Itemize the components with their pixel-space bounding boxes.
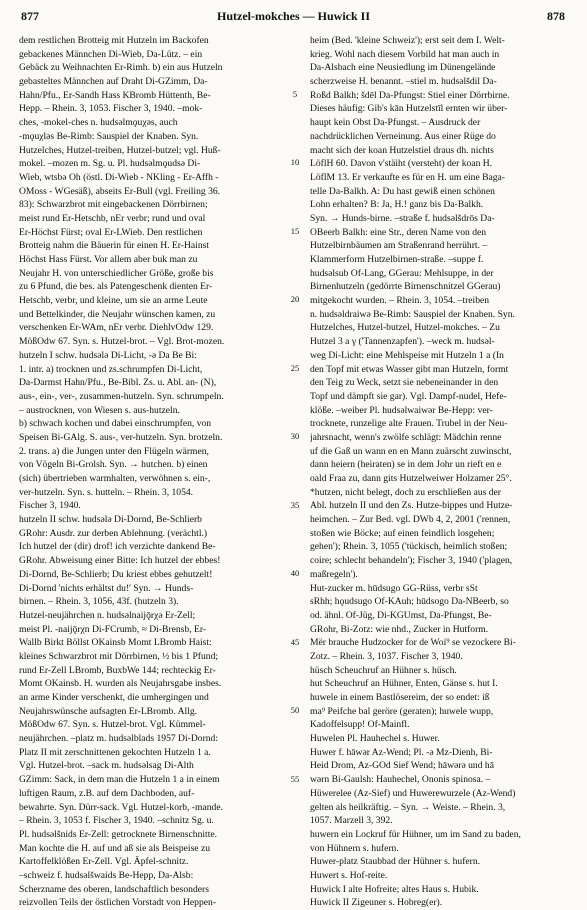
text-line: neujährchen. –platz m. hudsəlblads 1957 Di-Dornd: bbox=[19, 733, 219, 745]
text-line: Huwer-platz Staubbad der Hühner s. hufern. bbox=[310, 856, 481, 868]
line-number: 35 bbox=[290, 499, 300, 510]
text-line: meist Pl. -naijǭrχn Di-FCrumb, ≈ Di-Brensb, Er- bbox=[19, 623, 207, 635]
text-line: huwele in einem Bastlösereim, der so endet: iß bbox=[310, 692, 490, 703]
text-line: macht sich der koan Hutzelstiel draus dh. nichts bbox=[310, 144, 494, 156]
text-line: OMoss - WGesäß), abseits Er-Bull (vgl. Freiling 36. bbox=[19, 185, 221, 197]
text-line: haupt kein Obst Da-Pfungst. – Ausdruck der bbox=[310, 117, 481, 129]
text-line: n. hudsəldraiwə Be-Rimb: Sauspiel der Knaben. Syn. bbox=[310, 308, 515, 320]
text-line: hüsch Scheuchruf an Hühner s. hüsch. bbox=[310, 664, 457, 676]
text-line: 83): Schwarzbrot mit eingebackenen Dörrbirnen; bbox=[19, 199, 208, 211]
text-line: 1. intr. a) trocknen und zs.schrumpfen Di-Licht, bbox=[19, 363, 203, 375]
text-line: –schweiz f. hudsəlšwaids Be-Hepp, Da-Alsb: bbox=[19, 869, 194, 881]
text-line: od. ähnl. Of-Jüg, Di-KGUmst, Da-Pfungst, Be- bbox=[310, 609, 492, 621]
text-line: GRohr, Bi-Zotz: wie nhd., Zucker in Hutform. bbox=[310, 623, 489, 635]
text-line: stoßen wie Böcke; auf einen feindlich losgehen; bbox=[310, 527, 495, 539]
text-line: huwern ein Lockruf für Hühner, um im Sand zu baden, bbox=[310, 828, 521, 840]
text-line: coire; schlecht behandeln'); Fischer 3, 1940 ('plagen, bbox=[310, 555, 513, 567]
line-number: 40 bbox=[290, 568, 300, 579]
text-line: Ich hutzel der (dir) drof! ich verzichte dankend Be- bbox=[19, 541, 216, 553]
text-line: trocknete, runzelige alte Frauen. Trubel in der Neu- bbox=[310, 418, 508, 430]
text-line: Scherzname des oberen, landschaftlich besonders bbox=[19, 883, 209, 895]
text-line: Kartoffelklößen Er-Zell. Vgl. Äpfel-schnitz. bbox=[19, 856, 189, 868]
text-line: Man kochte die H. auf und aß sie als Beispeise zu bbox=[19, 842, 211, 854]
text-line: den Teig zu Weck, setzt sie nebeneinander in den bbox=[310, 377, 499, 389]
text-line: und Bettelkinder, die Neujahr wünschen kamen, zu bbox=[19, 308, 216, 320]
right-column bbox=[310, 34, 568, 910]
text-line: *hutzen, nicht belegt, doch zu erschließen aus der bbox=[310, 486, 502, 498]
text-line: Huwelen Pl. Hauhechel s. Huwer. bbox=[310, 733, 440, 745]
text-line: Brotteig nahm die Bäuerin für einen H. Er-Hainst bbox=[19, 240, 210, 252]
text-line: von Hühnern s. hufern. bbox=[310, 842, 399, 854]
text-line: Hut-zucker m. hūdsugo GG-Rüss, verbr sSt bbox=[310, 582, 478, 594]
text-line: hutzeln II schw. hudsələ Di-Dornd, Be-Schlierb bbox=[19, 514, 202, 526]
text-line: Kadoffelsupp! Of-Mainfl. bbox=[310, 719, 410, 731]
text-line: Huwert s. Hof-reite. bbox=[310, 869, 388, 881]
text-line: Hutzel-neujährchen n. hudsəlnaijǭrχə Er-Zell; bbox=[19, 609, 196, 621]
text-line: Mër brauche Hudzocker for de Woi⁹ se vezockere Bi- bbox=[310, 637, 516, 649]
text-line: aus-, ein-, ver-, zusammen-hutzeln. Syn. schrumpeln. bbox=[19, 390, 224, 402]
text-line: heimchen. – Zur Bed. vgl. DWb 4, 2, 2001 ('rennen, bbox=[310, 514, 511, 526]
text-line: Huwick II Zigeuner s. Hobreg(er). bbox=[310, 897, 443, 909]
line-number: 15 bbox=[290, 225, 300, 236]
text-line: bewahrte. Syn. Dürr-sack. Vgl. Hutzel-korb, -mande. bbox=[19, 801, 223, 813]
line-number: 5 bbox=[292, 88, 298, 99]
text-line: Hutzelches, Hutzel-butzel, Hutzel-mokches. – Zu bbox=[310, 322, 500, 334]
line-number: 45 bbox=[290, 636, 300, 647]
text-line: – austrocknen, von Wiesen s. aus-hutzeln. bbox=[19, 404, 180, 416]
text-line: Huwer f. hāwər Az-Wend; Pl. -ə Mz-Dienh, Bi- bbox=[310, 746, 493, 758]
text-line: Wieb, wtsbə Oh (östl. Di-Wieb - NKling - Er-Affh - bbox=[19, 171, 219, 183]
text-line: Er-Höchst Fürst; oval Er-LWieb. Den restlichen bbox=[19, 226, 203, 238]
left-column bbox=[19, 34, 272, 910]
text-line: den Topf mit etwas Wasser gibt man Hutzeln, formt bbox=[310, 363, 509, 375]
text-line: kleines Schwarzbrot mit Dörrbirnen, ½ bis 1 Pfund; bbox=[19, 650, 219, 662]
text-line: hudsəlsub Of-Lang, GGerau: Mehlsuppe, in der bbox=[310, 267, 494, 279]
line-number: 20 bbox=[290, 294, 300, 305]
page-number-right: 878 bbox=[547, 9, 565, 23]
text-line: MößOdw 67. Syn. s. Hutzel-brot. – Vgl. Brot-mozen. bbox=[19, 336, 225, 348]
text-line: – Rhein. 3, 1053 f. Fischer 3, 1940. –schnitz Sg. u. bbox=[19, 815, 214, 827]
text-line: scherzweise H. benannt. –stiel m. hudsəlšdil Da- bbox=[310, 76, 497, 88]
text-line: Hepp. – Rhein. 3, 1053. Fischer 3, 1940. –mok- bbox=[19, 103, 203, 115]
text-line: GZimm: Sack, in dem man die Hutzeln 1 a in einem bbox=[19, 774, 220, 786]
text-line: gebackenes Männchen Di-Wieb, Da-Lütz. – ein bbox=[19, 48, 203, 60]
text-line: an arme Kinder verschenkt, die umhergingen und bbox=[19, 692, 209, 703]
text-line: hutzeln I schw. hudsələ Di-Licht, -ə Da Be Bi: bbox=[19, 349, 197, 361]
text-line: Gebäck zu Weihnachten Er-Rimh. b) ein aus Hutzeln bbox=[19, 62, 223, 74]
page-number-left: 877 bbox=[21, 9, 39, 23]
line-number: 10 bbox=[290, 157, 300, 168]
text-line: heim (Bed. 'kleine Schweiz'); erst seit dem I. Welt- bbox=[310, 35, 505, 46]
text-line: sRhh; hǫudsugo Of-KAuh; hūdsogo Da-NBeerb, so bbox=[310, 596, 509, 608]
text-line: dann heiern (heiraten) se in dem Johr un rieft en e bbox=[310, 459, 502, 471]
text-line: Wallb Birkt Böllst OKainsb Momt LBromb Haist: bbox=[19, 637, 212, 649]
text-line: Pl. hudsəlšnids Er-Zell: getrocknete Birnenschnitte. bbox=[19, 828, 218, 840]
text-line: telle Da-Balkh. A: Du hast gewiß einen schönen bbox=[310, 185, 495, 197]
text-line: Speisen Bi-GAlg. S. aus-, ver-hutzeln. Syn. brotzeln. bbox=[19, 431, 223, 443]
text-line: nachdrücklichen Verneinung. Aus einer Rüge do bbox=[310, 130, 496, 142]
text-line: luftigen Raum, z.B. auf dem Dachboden, auf- bbox=[19, 787, 195, 799]
text-line: Vgl. Hutzel-brot. –sack m. hudsəlsag Di-Alth bbox=[19, 760, 194, 772]
text-line: gehen'); Rhein. 3, 1055 ('tückisch, heimlich stoßen; bbox=[310, 541, 508, 553]
text-line: Huwick I alte Hofreite; altes Haus s. Hubik. bbox=[310, 883, 479, 895]
text-line: zu 6 Pfund, die bes. als Patengeschenk dienten Er- bbox=[19, 281, 213, 293]
text-line: krieg. Wohl nach diesem Vorbild hat man auch in bbox=[310, 48, 500, 60]
text-line: wərn Bi-Gaulsh: Hauhechel, Ononis spinosa. – bbox=[310, 774, 491, 786]
text-line: GRohr: Ausdr. zur derben Ablehnung. (verächtl.) bbox=[19, 527, 208, 539]
line-number: 25 bbox=[290, 362, 300, 373]
text-line: hut Scheuchruf an Hühner, Enten, Gänse s. hut I. bbox=[310, 678, 498, 690]
text-line: (sich) übertrieben warmhalten, verwöhnen s. ein-, bbox=[19, 473, 211, 484]
text-line: Syn. → Hunds-birne. –straße f. hudsəlšdrōs Da- bbox=[310, 212, 495, 224]
text-line: meist rund Er-Hetschb, nEr verbr; rund und oval bbox=[19, 212, 206, 224]
text-line: Neujahrswünsche aufsagten Er-LBromb. Allg. bbox=[19, 705, 198, 717]
text-line: ver-hutzeln. Syn. s. hutteln. – Rhein. 3, 1054. bbox=[19, 486, 194, 498]
text-line: ma⁹ Peifche bal geröre (geraten); huwele wupp, bbox=[310, 705, 494, 717]
text-line: Hutzel 3 a γ ('Tannenzapfen'). –weck m. hudsəl- bbox=[310, 336, 495, 348]
text-line: Birnenhutzeln (gedörrte Birnenschnitzel GGerau) bbox=[310, 281, 501, 293]
line-number: 30 bbox=[290, 431, 300, 442]
text-line: Lohn erhalten? B: Ja, H.! ganz bis Da-Balkh. bbox=[310, 199, 484, 211]
text-line: ches, -mokel-ches n. hudsəlmǫuχəs, auch bbox=[19, 117, 178, 129]
text-line: von Vögeln Bi-Grolsh. Syn. → hutchen. b) einen bbox=[19, 459, 208, 471]
text-line: oald Fraa zu, dann gits Hutzelweiwer Holzamer 25°. bbox=[310, 473, 512, 484]
text-line: Hetschb, verbr, und kleine, um sie an arme Leute bbox=[19, 295, 208, 307]
text-line: rund Er-Zell LBromb, BuxbWe 144; rechteckig Er- bbox=[19, 664, 216, 676]
text-line: Topf und dämpft sie gar). Vgl. Dampf-nudel, Hefe- bbox=[310, 390, 507, 402]
text-line: Di-Dornd, Be-Schlierb; Du kriest ebbes gehutzelt! bbox=[19, 568, 213, 580]
text-line: gelten als heilkräftig. – Syn. → Weiste. – Rhein. 3, bbox=[310, 801, 506, 813]
text-line: Hutzelches, Hutzel-treiben, Hutzel-butzel; vgl. Huß- bbox=[19, 144, 221, 156]
text-line: 2. trans. a) die Jungen unter den Flügeln wärmen, bbox=[19, 445, 209, 457]
line-number: 50 bbox=[290, 705, 300, 716]
text-line: Platz II mit zerschnittenen gekochten Hutzeln 1 a. bbox=[19, 746, 211, 758]
text-line: 1057. Marzell 3, 392. bbox=[310, 815, 393, 827]
text-line: Roßd Balkh; šdēl Da-Pfungst: Stiel einer Dörrbirne. bbox=[310, 89, 510, 101]
text-line: LöflM 13. Er verkaufte es für en H. um eine Baga- bbox=[310, 171, 506, 183]
text-line: maßregeln'). bbox=[310, 568, 358, 580]
text-line: Zotz. – Rhein. 3, 1037. Fischer 3, 1940. bbox=[310, 650, 463, 662]
text-line: b) schwach kochen und dabei einschrumpfen, von bbox=[19, 418, 212, 430]
text-line: Hüwerelee (Az-Sief) und Huwerewurzele (Az-Wend) bbox=[310, 787, 516, 799]
text-line: GRohr. Abweisung einer Bitte: Ich hutzel der ebbes! bbox=[19, 555, 221, 567]
text-line: Neujahr H. von unterschiedlicher Größe, große bis bbox=[19, 267, 214, 279]
text-line: Hutzelbirnbäumen am Straßenrand herrührt. – bbox=[310, 240, 488, 252]
text-line: mitgekocht wurden. – Rhein. 3, 1054. –treiben bbox=[310, 295, 490, 307]
text-line: MößOdw 67. Syn. s. Hutzel-brot. Vgl. Kümmel- bbox=[19, 719, 206, 731]
text-line: mokel. –mozen m. Sg. u. Pl. hudsəlmǫudsə Di- bbox=[19, 158, 201, 170]
text-line: Dieses häufig: Gib's kān Hutzelstīl ernten wir über- bbox=[310, 103, 508, 115]
text-line: Hahn/Pfu., Er-Sandh Hass KBromb Hüttenth, Be- bbox=[19, 89, 211, 101]
text-line: Da-Darmst Hahn/Pfu., Be-Bibl. Zs. u. Abl. an- (N), bbox=[19, 377, 217, 389]
text-line: LöflH 60. Davon v'stäiht (versteht) der koan H. bbox=[310, 158, 493, 170]
text-line: Heid Drom, Az-GOd Sief Wend; hāwərə und hā bbox=[310, 760, 494, 772]
text-line: birnen. – Rhein. 3, 1056, 43f. (hutzeln 3). bbox=[19, 596, 179, 608]
text-line: gebasteltes Männchen auf Draht Di-GZimm, Da- bbox=[19, 76, 208, 88]
text-line: -mǫuχləs Be-Rimb: Sauspiel der Knaben. Syn. bbox=[19, 130, 199, 142]
text-line: Klammerform Hutzelbirnen-straße. –suppe f. bbox=[310, 254, 484, 265]
text-line: Abl. hutzeln II und den Zs. Hutze-bippes und Hutze- bbox=[310, 500, 513, 512]
text-line: Momt OKainsb. H. wurden als Neujahrsgabe insbes. bbox=[19, 678, 222, 690]
line-number: 55 bbox=[290, 773, 300, 784]
text-line: verschenken Er-WAm, nEr verbr. DiehlvOdw 129. bbox=[19, 322, 214, 334]
text-line: dem restlichen Brotteig mit Hutzeln im Backofen bbox=[19, 35, 209, 46]
text-line: klöße. –weiber Pl. hudsəlwaiwər Be-Hepp: ver- bbox=[310, 404, 493, 416]
text-line: weg Di-Licht: eine Mehlspeise mit Hutzeln 1 a (In bbox=[310, 349, 504, 361]
text-line: jahrsnacht, wenn's zwölfe schlägt: Mädchin renne bbox=[310, 431, 502, 443]
text-line: uf die Gaß un wann en en Mann zuärscht zuwinscht, bbox=[310, 445, 512, 457]
text-line: Da-Alsbach eine Neusiedlung im Dünengelände bbox=[310, 62, 496, 74]
text-line: Höchst Hass Fürst. Vor allem aber buk man zu bbox=[19, 254, 198, 265]
running-title: Hutzel-mokches — Huwick II bbox=[217, 9, 370, 23]
page-header bbox=[0, 0, 587, 30]
text-line: reizvollen Teils der östlichen Vorstadt von Heppen- bbox=[19, 897, 217, 909]
text-line: OBeerb Balkh: eine Str., deren Name von den bbox=[310, 226, 487, 238]
text-line: Di-Dornd 'nichts erhältst du!' Syn. → Hunds- bbox=[19, 582, 194, 594]
text-line: Fischer 3, 1940. bbox=[19, 500, 81, 512]
